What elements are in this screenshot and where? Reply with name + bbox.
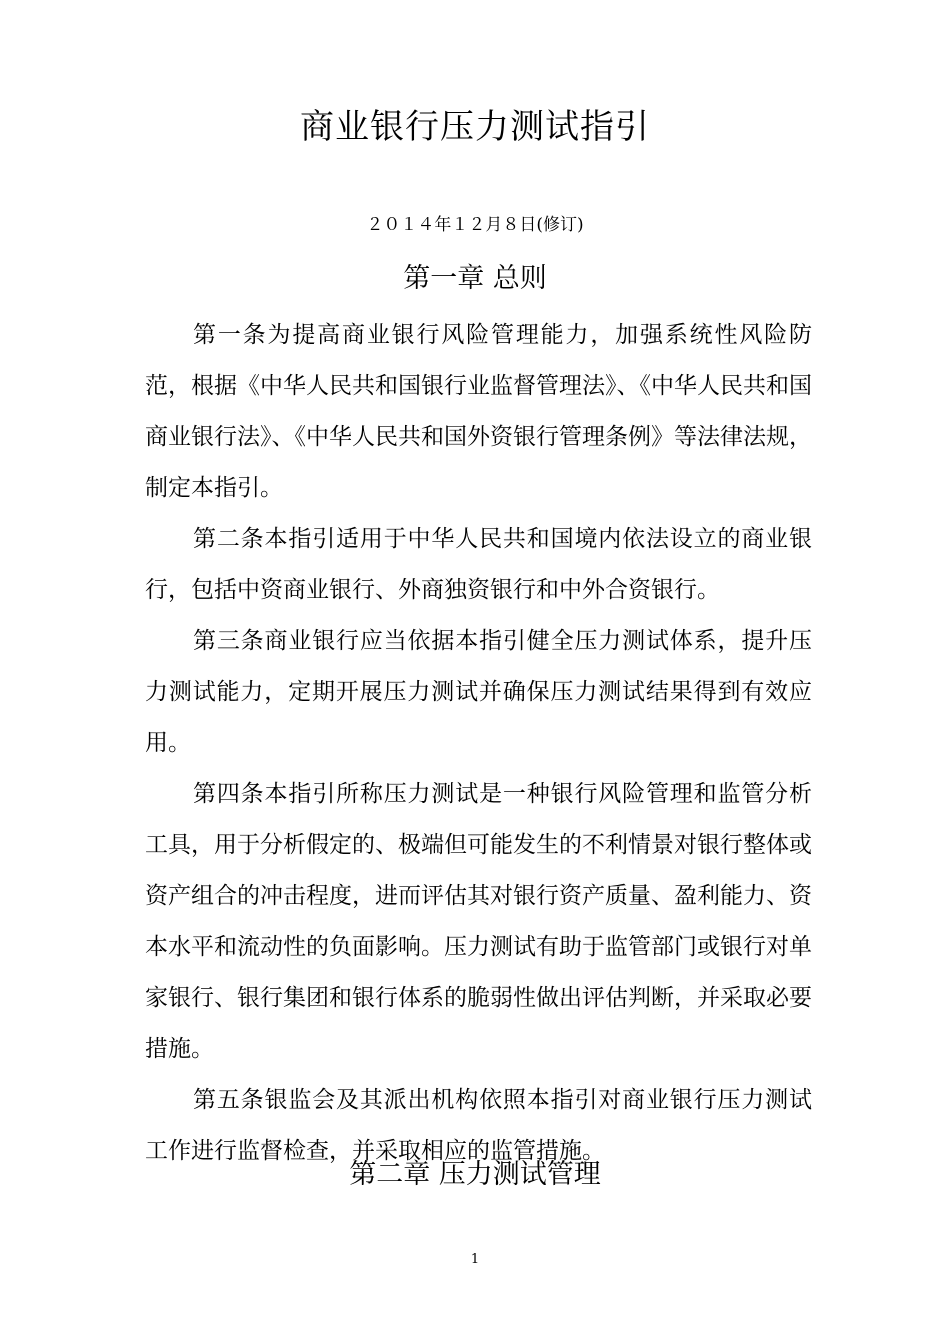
chapter-1-heading: 第一章 总则 — [403, 263, 547, 294]
article-3: 第三条商业银行应当依据本指引健全压力测试体系，提升压力测试能力，定期开展压力测试并确保压力测试结果得到有效应用。 — [145, 628, 812, 756]
chapter-1-articles — [145, 310, 812, 1177]
article-5: 第五条银监会及其派出机构依照本指引对商业银行压力测试工作进行监督检查，并采取相应的监管措施。 — [145, 1087, 812, 1164]
document-title: 商业银行压力测试指引 — [300, 107, 650, 147]
chapter-2-heading: 第二章 压力测试管理 — [349, 1159, 601, 1190]
article-4: 第四条本指引所称压力测试是一种银行风险管理和监管分析工具，用于分析假定的、极端但可能发生的不利情景对银行整体或资产组合的冲击程度，进而评估其对银行资产质量、盈利能力、资本水平和流动性的负面影响。压力测试有助于监管部门或银行对单家银行、银行集团和银行体系的脆弱性做出评估判断，并采取必要措施。 — [145, 781, 812, 1062]
article-2: 第二条本指引适用于中华人民共和国境内依法设立的商业银行，包括中资商业银行、外商独资银行和中外合资银行。 — [145, 526, 812, 603]
article-1: 第一条为提高商业银行风险管理能力，加强系统性风险防范，根据《中华人民共和国银行业监督管理法》、《中华人民共和国商业银行法》、《中华人民共和国外资银行管理条例》等法律法规，制定本指引。 — [145, 322, 812, 501]
revision-date: ２０１４年１２月８日(修订) — [366, 215, 584, 235]
page-number: 1 — [470, 1252, 480, 1267]
